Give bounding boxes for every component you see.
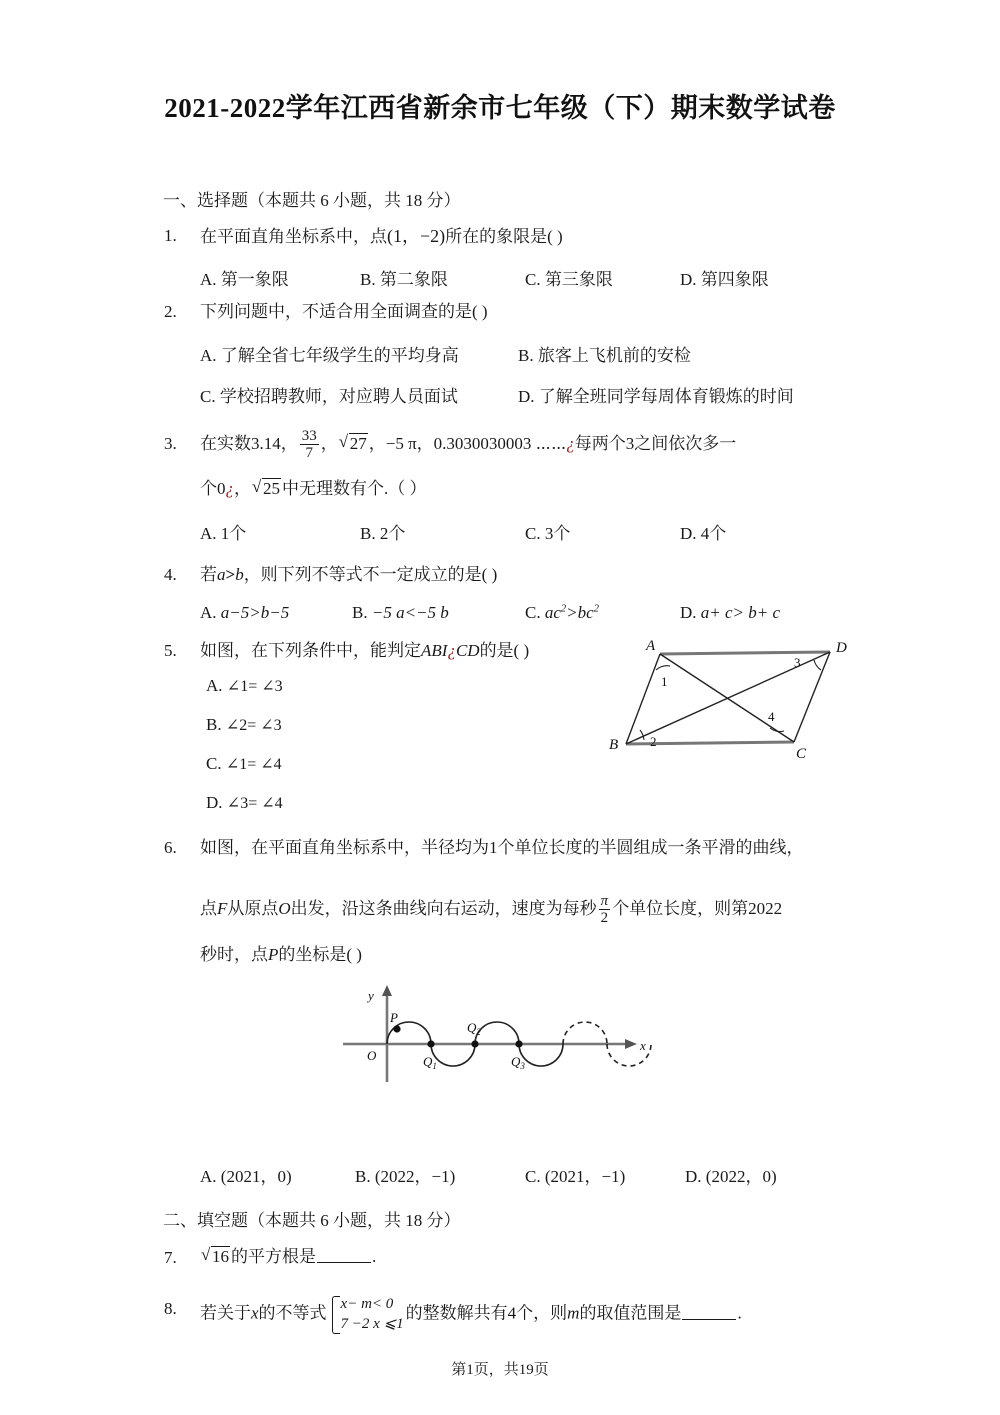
sqrt-27-icon: √ 27 (339, 433, 368, 454)
page-footer: 第1页，共19页 (451, 1362, 549, 1378)
q6-point-o: O (278, 898, 291, 918)
label-origin: O (367, 1048, 377, 1063)
question-stem-8 (200, 1295, 742, 1335)
q6-text-a: 点 (200, 898, 217, 918)
q6-option-a[interactable]: A. (2021，0) (200, 1167, 292, 1186)
question-stem-3-line2 (200, 478, 427, 499)
q4-var-a: a (217, 565, 226, 584)
vertex-label-a: A (646, 638, 656, 654)
question-stem-6-line2 (200, 893, 782, 926)
q4-option-b[interactable]: B. −5 a<−5 b (352, 603, 449, 622)
angle-label-2: 2 (650, 734, 657, 749)
q3-fraction-33-7: $\frac{33}{7}$ (301, 428, 317, 462)
q3-option-b[interactable]: B. 2个 (360, 524, 406, 543)
label-q2: $Q_2$ (467, 1020, 481, 1037)
question-stem-7 (200, 1246, 376, 1268)
question-stem-4 (200, 565, 497, 585)
q2-option-d[interactable]: D. 了解全班同学每周体育锻炼的时间 (518, 387, 794, 406)
q4-option-c-expr: $ac^2>bc^2$ (544, 603, 599, 622)
q4-option-c[interactable]: C. $ac^2>bc^2$ (525, 603, 599, 622)
q5-text-b: 的是( ) (479, 641, 530, 660)
point-q3-marker (515, 1040, 522, 1047)
q7-answer-blank[interactable] (317, 1246, 371, 1263)
q3-option-a[interactable]: A. 1个 (200, 524, 247, 543)
q8-sys-row-1: x− m< 0 (340, 1296, 394, 1312)
question-number-8: 8. (164, 1299, 177, 1318)
q1-coordinate: (1，−2) (387, 226, 446, 246)
question-number-2: 2. (164, 302, 177, 321)
q4-text-b: ，则下列不等式不一定成立的是( ) (243, 565, 498, 584)
q4-text-a: 若 (200, 565, 217, 584)
point-q1-marker (427, 1040, 434, 1047)
angle-label-1: 1 (661, 674, 668, 689)
question-number-5: 5. (164, 641, 177, 660)
q6-fraction-pi-2: $\frac{\pi}{2}$ (600, 893, 609, 927)
q8-text-b: 的不等式 (258, 1303, 327, 1323)
q5-option-c[interactable]: C. ∠1= ∠4 (206, 754, 282, 773)
q1-option-c[interactable]: C. 第三象限 (525, 270, 613, 289)
q3-text-a: 在实数3.14， (200, 433, 298, 453)
q8-var-x: x (251, 1303, 259, 1323)
page-title: 2021-2022学年江西省新余市七年级（下）期末数学试卷 (164, 93, 836, 123)
parallelogram-diagram (608, 636, 858, 766)
q6-point-p: P (268, 945, 279, 964)
vertex-label-b: B (609, 737, 619, 753)
label-p: P (390, 1010, 398, 1025)
sqrt-16-icon: √ 16 (201, 1246, 230, 1267)
q8-sys-row-2: 7 −2 x ⩽1 (340, 1315, 404, 1332)
q6-text-f: 的坐标是( ) (278, 945, 362, 964)
q6-option-d[interactable]: D. (2022，0) (685, 1167, 777, 1186)
q1-stem-b: 所在的象限是( ) (445, 227, 563, 246)
point-q2-marker (471, 1040, 478, 1047)
vertex-label-c: C (796, 746, 807, 761)
q3-mojibake-2: ¿ (225, 479, 234, 498)
question-stem-6-line1: 如图，在平面直角坐标系中，半径均为1个单位长度的半圆组成一条平滑的曲线， (200, 838, 804, 857)
vertex-label-d: D (836, 640, 847, 656)
q1-option-d[interactable]: D. 第四象限 (680, 270, 769, 289)
q8-text-e: . (737, 1303, 742, 1323)
q7-text-a: 的平方根是 (231, 1247, 316, 1267)
q3-text-b: ， (320, 433, 338, 453)
q3-text-f: ， (234, 479, 251, 498)
q5-mojibake: ¿ (447, 641, 456, 660)
q5-segment-ab: ABI (421, 641, 448, 660)
angle-label-4: 4 (768, 709, 775, 724)
q6-text-c: 出发，沿这条曲线向右运动，速度为每秒 (290, 898, 597, 918)
question-stem-2: 下列问题中，不适合用全面调查的是( ) (200, 302, 488, 321)
label-q3: $Q_3$ (511, 1054, 525, 1071)
q3-text-e: 个0 (200, 479, 226, 498)
q6-text-d: 个单位长度，则第2022 (612, 898, 783, 918)
q6-text-e: 秒时，点 (200, 945, 268, 964)
angle-label-3: 3 (794, 655, 801, 670)
q4-option-a[interactable]: A. a−5>b−5 (200, 603, 290, 622)
q3-text-d: 每两个3之间依次多一 (574, 433, 737, 453)
q4-option-d[interactable]: D. a+ c> b+ c (680, 603, 781, 622)
question-number-7: 7. (164, 1248, 177, 1267)
q5-option-d[interactable]: D. ∠3= ∠4 (206, 793, 283, 812)
q3-option-d[interactable]: D. 4个 (680, 524, 727, 543)
question-number-6: 6. (164, 838, 177, 857)
q3-option-c[interactable]: C. 3个 (525, 524, 571, 543)
q3-text-c: ，−5 π，0.3030030003 ⋯⋯ (368, 433, 567, 453)
q2-option-c[interactable]: C. 学校招聘教师，对应聘人员面试 (200, 387, 458, 406)
q5-text-a: 如图，在下列条件中，能判定 (200, 641, 421, 660)
q7-text-b: . (372, 1247, 377, 1267)
q6-option-b[interactable]: B. (2022，−1) (355, 1167, 456, 1186)
q6-text-b: 从原点 (227, 898, 279, 918)
question-number-4: 4. (164, 565, 177, 584)
section-heading-fill-blank: 二、填空题（本题共 6 小题，共 18 分） (163, 1211, 461, 1230)
q8-text-d: 的取值范围是 (579, 1303, 682, 1323)
question-number-1: 1. (164, 226, 177, 245)
q5-option-b[interactable]: B. ∠2= ∠3 (206, 715, 282, 734)
q3-mojibake-1: ¿ (566, 433, 575, 453)
semicircle-curve-diagram (335, 978, 665, 1093)
sqrt-25-icon: √ 25 (252, 478, 281, 499)
q5-option-a[interactable]: A. ∠1= ∠3 (206, 676, 283, 695)
q1-option-b[interactable]: B. 第二象限 (360, 270, 448, 289)
q5-segment-cd: CD (455, 641, 480, 660)
q2-option-b[interactable]: B. 旅客上飞机前的安检 (518, 346, 691, 365)
label-axis-x: x (640, 1038, 646, 1053)
q2-option-a[interactable]: A. 了解全省七年级学生的平均身高 (200, 346, 459, 365)
q8-var-m: m (567, 1303, 580, 1323)
question-number-3: 3. (164, 434, 177, 453)
q3-text-g: 中无理数有个.（ ） (282, 479, 427, 498)
q8-text-a: 若关于 (200, 1303, 251, 1323)
q8-text-c: 的整数解共有4个，则 (405, 1303, 568, 1323)
label-q1: $Q_1$ (423, 1054, 437, 1071)
q4-gt-sign: > (225, 565, 236, 584)
q8-answer-blank[interactable] (682, 1303, 736, 1320)
q4-var-b: b (235, 565, 244, 584)
q6-point-f: F (217, 898, 228, 918)
q8-inequality-system (329, 1295, 404, 1335)
q1-option-a[interactable]: A. 第一象限 (200, 270, 289, 289)
question-stem-3-line1 (200, 428, 736, 461)
label-axis-y: y (368, 988, 374, 1003)
q1-stem-a: 在平面直角坐标系中，点 (200, 227, 387, 246)
question-stem-6-line3 (200, 945, 362, 965)
q6-option-c[interactable]: C. (2021，−1) (525, 1167, 626, 1186)
question-stem-5 (200, 641, 529, 661)
question-stem-1 (200, 226, 563, 248)
section-heading-choice: 一、选择题（本题共 6 小题，共 18 分） (163, 191, 461, 210)
point-p-marker (393, 1025, 400, 1032)
